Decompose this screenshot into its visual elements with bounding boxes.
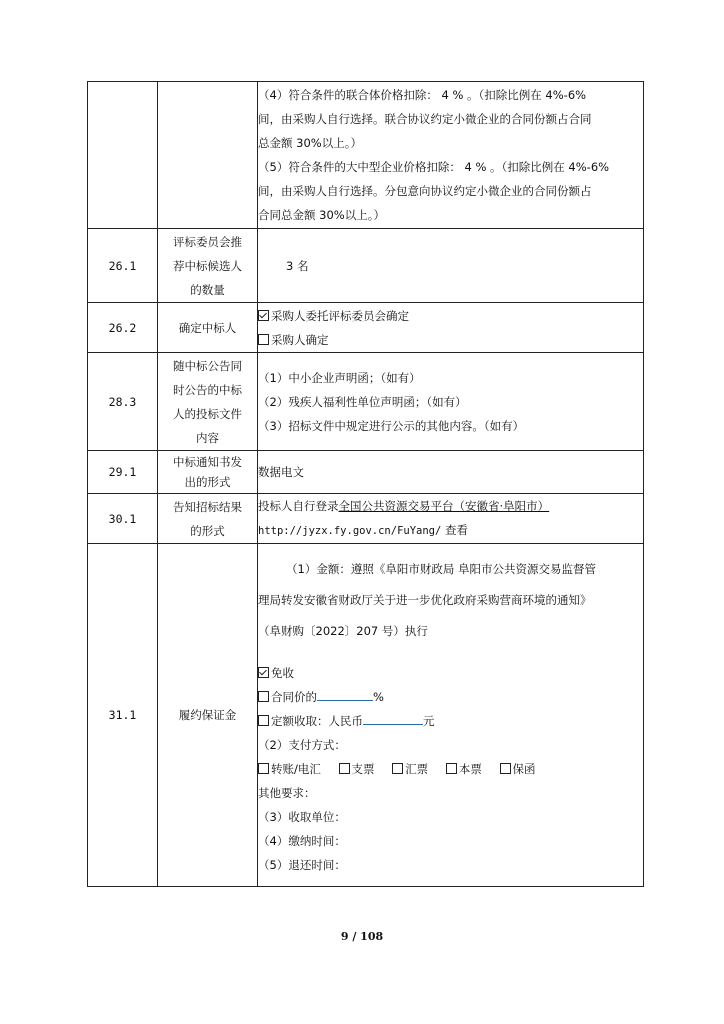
checkbox-icon[interactable] bbox=[500, 763, 511, 774]
platform-url[interactable]: http://jyzx.fy.gov.cn/FuYang/ bbox=[258, 525, 442, 537]
table-row bbox=[88, 544, 644, 887]
clause-label: 中标通知书发 出的形式 bbox=[158, 451, 258, 494]
clause-label: 随中标公告同 时公告的中标 人的投标文件 内容 bbox=[158, 353, 258, 451]
checkbox-icon[interactable] bbox=[258, 691, 269, 702]
checkbox-icon[interactable] bbox=[258, 763, 269, 774]
clause-number: 26.2 bbox=[88, 303, 158, 353]
table-row bbox=[88, 82, 644, 229]
clause-value: 数据电文 bbox=[258, 451, 644, 494]
clause-number: 29.1 bbox=[88, 451, 158, 494]
clause-label: 评标委员会推 荐中标候选人 的数量 bbox=[158, 229, 258, 303]
clause-label: 告知招标结果 的形式 bbox=[158, 494, 258, 544]
clause-value: 采购人委托评标委员会确定 采购人确定 bbox=[258, 303, 644, 353]
checkbox-icon[interactable] bbox=[258, 334, 269, 345]
checked-box-icon[interactable] bbox=[258, 310, 269, 321]
bid-info-table bbox=[87, 81, 644, 887]
table-row bbox=[88, 229, 644, 303]
clause-number: 26.1 bbox=[88, 229, 158, 303]
clause-value: （1）中小企业声明函；（如有） （2）残疾人福利性单位声明函；（如有） （3）招标文件中规定进行公示的其他内容。（如有） bbox=[258, 353, 644, 451]
percentage-field[interactable] bbox=[317, 686, 373, 701]
clause-label: 履约保证金 bbox=[158, 544, 258, 887]
table-row bbox=[88, 451, 644, 494]
clause-number: 31.1 bbox=[88, 544, 158, 887]
clause-label: 确定中标人 bbox=[158, 303, 258, 353]
checkbox-icon[interactable] bbox=[392, 763, 403, 774]
checkbox-icon[interactable] bbox=[258, 715, 269, 726]
table-row bbox=[88, 494, 644, 544]
amount-field[interactable] bbox=[363, 710, 423, 725]
checkbox-icon[interactable] bbox=[446, 763, 457, 774]
table-row bbox=[88, 303, 644, 353]
payment-methods: 转账/电汇 支票 汇票 本票 保函 bbox=[258, 757, 643, 781]
clause-number: 28.3 bbox=[88, 353, 158, 451]
clause-value: 3 名 bbox=[258, 229, 644, 303]
clause-value: 投标人自行登录全国公共资源交易平台（安徽省·阜阳市） http://jyzx.fy.gov.cn/FuYang/ 查看 bbox=[258, 494, 644, 544]
page-number: 9 / 108 bbox=[340, 930, 384, 943]
table-row bbox=[88, 353, 644, 451]
platform-link[interactable]: 全国公共资源交易平台（安徽省·阜阳市） bbox=[338, 499, 550, 513]
price-deduction-cell: （4）符合条件的联合体价格扣除： 4 % 。（扣除比例在 4%-6% 间，由采购人自行选择。联合协议约定小微企业的合同份额占合同 总金额 30%以上。） （5）符合条件的大中型企业价格扣除： 4 % 。（扣除比例在 4%-6% 间，由采购人自行选择。分包意向协议约定小微企业的合同份额占 合同总金额 30%以上。） bbox=[258, 82, 644, 229]
checkbox-icon[interactable] bbox=[339, 763, 350, 774]
performance-bond-cell: （1）金额：遵照《阜阳市财政局 阜阳市公共资源交易监督管 理局转发安徽省财政厅关于进一步优化政府采购营商环境的通知》 （阜财购〔2022〕207 号）执行 免收 合同价的 % 定额收取：人民币 元 （2）支付方式： 转账/电汇 支票 汇票 本票 保函 其他要求： （3）收取单位： （4）缴纳时间： （5）退还时间： bbox=[258, 544, 644, 887]
checked-box-icon[interactable] bbox=[258, 667, 269, 678]
clause-number: 30.1 bbox=[88, 494, 158, 544]
